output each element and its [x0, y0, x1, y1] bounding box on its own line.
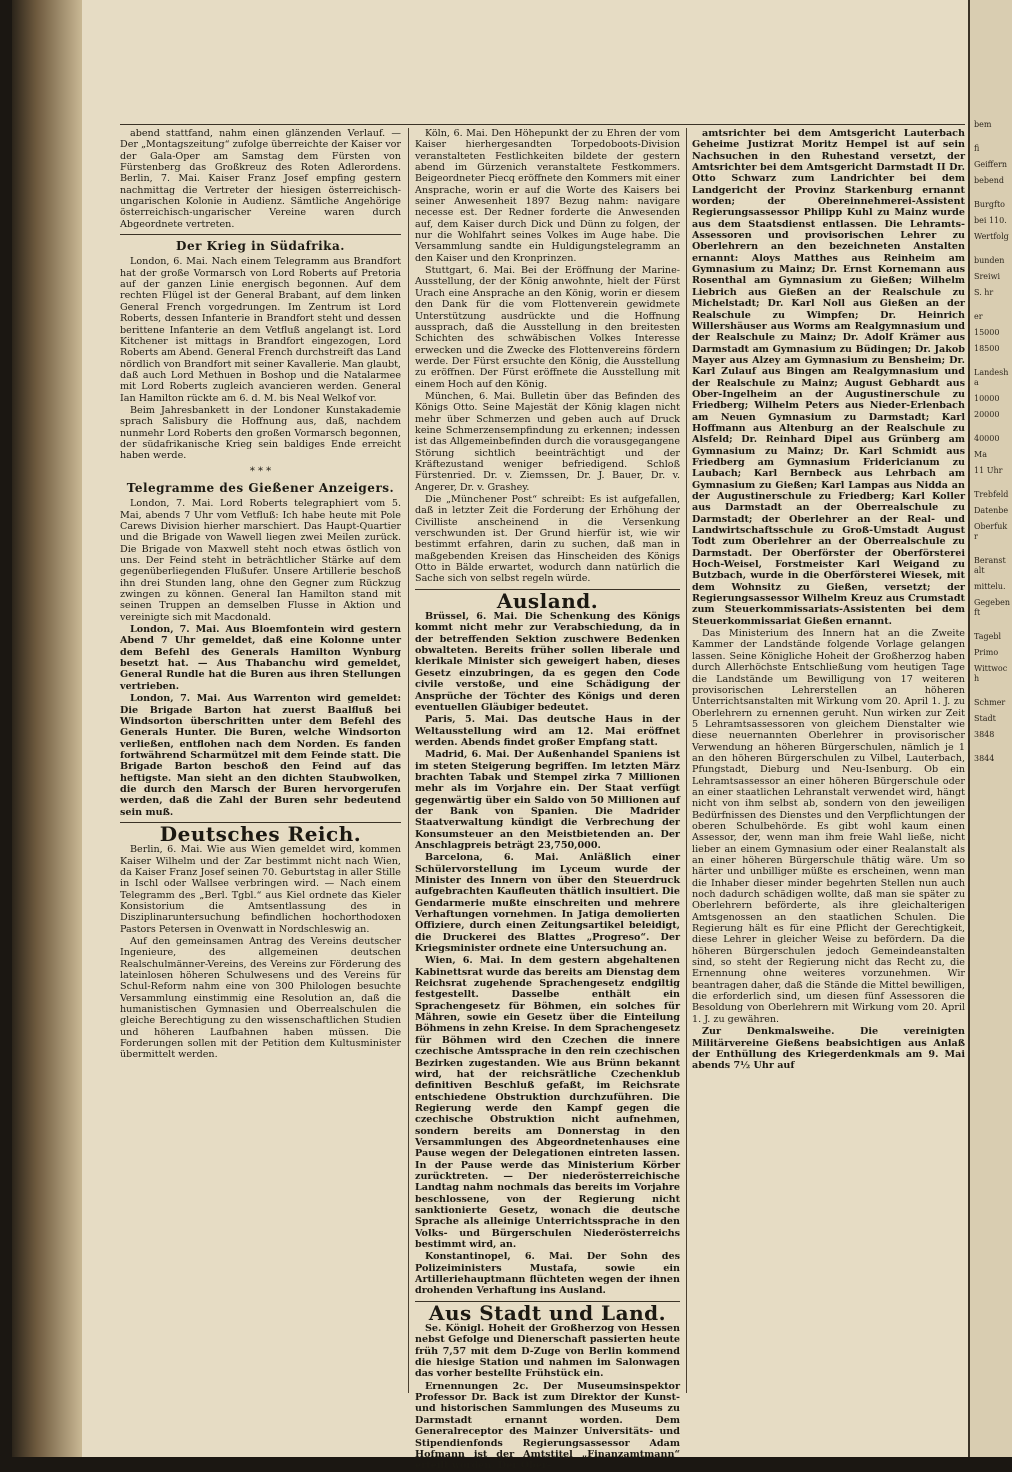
paris-paragraph: Paris, 5. Mai. Das deutsche Haus in der Weltausstellung wird am 12. Mai eröffnet werden. Abends findet großer Empfang statt. [415, 714, 680, 748]
edge-fragment: Beranstalt [974, 556, 1006, 575]
edge-fragment: er [974, 312, 983, 321]
edge-fragment: 18500 [974, 344, 1000, 353]
edge-fragment: bei 110. [974, 216, 1007, 225]
stuttgart-paragraph: Stuttgart, 6. Mai. Bei der Eröffnung der Marine-Ausstellung, der der König anwohnte, hielt der Fürst Urach eine Ansprache an den König, worin er diesem den Dank für die vom Flottenverein gewidmete Unterstützung ausdrückte und die Hoffnung aussprach, daß die Ausstellung in den breitesten Schichten des schwäbischen Volkes Interesse erwecken und die Zwecke des Flottenvereins fördern werde. Der Fürst ersuchte den König, die Ausstellung zu eröffnen. Der Fürst eröffnete die Ausstellung mit einem Hoch auf den König. [415, 265, 680, 390]
edge-fragment: Landesha [974, 368, 1009, 387]
column-divider-1 [408, 128, 409, 1393]
column-3 [692, 128, 965, 1398]
edge-fragment: Trebfeld [974, 490, 1009, 499]
stadt-heading: Aus Stadt und Land. [428, 1300, 667, 1325]
edge-fragment: Schmer [974, 698, 1006, 707]
ausland-heading: Ausland. [496, 588, 599, 613]
reich-paragraph-1: Berlin, 6. Mai. Wie aus Wien gemeldet wird, kommen Kaiser Wilhelm und der Zar bestimmt nicht nach Wien, da Kaiser Franz Josef seinen 70. Geburtstag in aller Stille in Ischl oder Wallsee verbringen wird. — Nach einem Telegramm des „Berl. Tgbl.“ aus Kiel ordnete das Kieler Konsistorium die Amtsentlassung des in Disziplinaruntersuchung befindlichen hochorthodoxen Pastors Petersen in Ovenwatt in Nordschleswig an. [120, 844, 401, 935]
adjacent-page-edge [968, 0, 1012, 1457]
edge-fragment: 15000 [974, 328, 1000, 337]
edge-fragment: bunden [974, 256, 1005, 265]
edge-fragment: fi [974, 144, 980, 153]
telegram-paragraph-2: London, 7. Mai. Aus Bloemfontein wird gestern Abend 7 Uhr gemeldet, daß eine Kolonne unter dem Befehl des Generals Hamilton Wynburg besetzt hat. — Aus Thabanchu wird gemeldet, General Rundle hat die Buren aus ihren Stellungen vertrieben. [120, 624, 401, 692]
column-divider-2 [686, 128, 687, 1393]
koeln-paragraph: Köln, 6. Mai. Den Höhepunkt der zu Ehren der vom Kaiser hierhergesandten Torpedoboots-Division veranstalteten Festlichkeiten bildete der gestern abend im Gürzenich veranstaltete Festkommers. Beigeordneter Piecq eröffnete den Kommers mit einer Ansprache, worin er auf die Worte des Kaisers bei seiner Anwesenheit 1897 Bezug nahm: navigare necesse est. Der Redner forderte die Anwesenden auf, dem Kaiser durch Dick und Dünn zu folgen, der nur die Wohlfahrt seines Volkes im Auge habe. Die Versammlung sandte ein Huldigungstelegramm an den Kaiser und den Kronprinzen. [415, 128, 680, 264]
denkmalsweihe-paragraph: Zur Denkmalsweihe. Die vereinigten Militärvereine Gießens beabsichtigen aus Anlaß der Enthüllung des Kriegerdenkmals am 9. Mai abends 7½ Uhr auf [692, 1026, 965, 1072]
edge-fragment: Oberfukr [974, 522, 1008, 541]
reich-heading: Deutsches Reich. [159, 821, 362, 846]
krieg-heading: Der Krieg in Südafrika. [176, 239, 345, 254]
edge-fragment: S. hr [974, 288, 994, 297]
edge-fragment: mittelu. [974, 582, 1006, 591]
krieg-paragraph-2: Beim Jahresbankett in der Londoner Kunstakademie sprach Salisbury die Hoffnung aus, daß, nachdem nunmehr Lord Roberts den großen Vormarsch begonnen, der südafrikanische Krieg sein baldiges Ende erreicht haben werde. [120, 404, 401, 462]
madrid-paragraph: Madrid, 6. Mai. Der Außenhandel Spaniens ist im steten Steigerung begriffen. Im letzten März brachten Tabak und Stempel zirka 7 Millionen mehr als im Vorjahre ein. Der Staat verfügt gegenwärtig über ein Saldo von 50 Millionen auf der Bank von Spanien. Die Madrider Staatverwaltung kündigt die Verbrechung der Konsumsteuer an den Meistbietenden an. Der Anschlagpreis beträgt 23,750,000. [415, 749, 680, 851]
edge-fragment: bem [974, 120, 992, 129]
edge-fragment: Gegebenft [974, 598, 1010, 617]
konstantinopel-paragraph: Konstantinopel, 6. Mai. Der Sohn des Polizeiministers Mustafa, sowie ein Artilleriehauptmann flüchteten wegen der ihnen drohenden Verhaftung ins Ausland. [415, 1251, 680, 1297]
reich-paragraph-2: Auf den gemeinsamen Antrag des Vereins deutscher Ingenieure, des allgemeinen deutschen Realschulmänner-Vereins, des Vereins zur Förderung des lateinlosen höheren Schulwesens und des Vereins für Schul-Reform nahm eine von 300 Philologen besuchte Versammlung einstimmig eine Resolution an, daß die humanistischen Gymnasien und Oberrealschulen die gleiche Berechtigung zu den wissenschaftlichen Studien und höheren Laufbahnen haben müssen. Die Forderungen sollen mit der Petition dem Kultusminister übermittelt werden. [120, 936, 401, 1061]
section-rule [120, 234, 401, 235]
edge-fragment: 10000 [974, 394, 1000, 403]
edge-fragment: Datenbe [974, 506, 1009, 515]
telegram-paragraph-1: London, 7. Mai. Lord Roberts telegraphiert vom 5. Mai, abends 7 Uhr vom Vetfluß: Ich habe heute mit Pole Carews Division hierher marschiert. Das Haupt-Quartier und die Brigade von Wawell liegen zwei Meilen zurück. Die Brigade von Maxwell steht noch etwas östlich von uns. Der Feind steht in beträchtlicher Stärke auf dem gegenüberliegenden Flußufer. Unsere Artillerie beschoß ihn drei Stunden lang, ohne den Gegner zum Rückzug zwingen zu können. General Ian Hamilton stand mit seinen Truppen an demselben Flusse in Aktion und vereinigte sich mit Macdonald. [120, 498, 401, 623]
edge-fragment: 3848 [974, 730, 995, 739]
muenchen-paragraph: München, 6. Mai. Bulletin über das Befinden des Königs Otto. Seine Majestät der König klagen nicht mehr über Schmerzen und geben auch auf Druck keine Schmerzensempfindung zu erkennen; indessen ist das Allgemeinbefinden durch die vorausgegangene Störung sichtlich beeinträchtigt und der Kräftezustand weniger befriedigend. Schloß Fürstenried. Dr. v. Ziemssen, Dr. J. Bauer, Dr. v. Angerer, Dr. v. Grashey. [415, 390, 680, 493]
stadt-paragraph-1: Se. Königl. Hoheit der Großherzog von Hessen nebst Gefolge und Dienerschaft passierten heute früh 7,57 mit dem D-Zuge von Berlin kommend die hiesige Station und nahmen im Salonwagen das vorher bestellte Frühstück ein. [415, 1323, 680, 1380]
edge-fragment: 11 Uhr [974, 466, 1003, 475]
edge-fragment: Stadt [974, 714, 996, 723]
appointments-paragraph: amtsrichter bei dem Amtsgericht Lauterbach Geheime Justizrat Moritz Hempel ist auf sein Nachsuchen in den Ruhestand versetzt, der Amtsrichter bei dem Amtsgericht Darmstadt II Dr. Otto Schwarz zum Landrichter bei dem Landgericht der Provinz Starkenburg ernannt worden; der Obereinnehmerei-Assistent Regierungsassessor Philipp Kuhl zu Mainz wurde aus dem Staatsdienst entlassen. Die Lehramts-Assessoren und provisorischen Lehrer zu Oberlehrern an den bezeichneten Anstalten ernannt: Aloys Matthes aus Reinheim am Gymnasium zu Mainz; Dr. Ernst Kornemann aus Rosenthal am Gymnasium zu Gießen; Wilhelm Liebrich aus Gießen an der Realschule zu Michelstadt; Dr. Karl Noll aus Gießen an der Realschule zu Wimpfen; Dr. Heinrich Willershäuser aus Worms am Realgymnasium und der Realschule zu Mainz; Dr. Adolf Krämer aus Darmstadt am Gymnasium zu Büdingen; Dr. Jakob Mayer aus Alzey am Gymnasium zu Bensheim; Dr. Karl Zulauf aus Bingen am Realgymnasium und der Realschule zu Mainz; August Gebhardt aus Ober-Ingelheim an der Augustinerschule zu Friedberg; Wilhelm Peters aus Nieder-Erlenbach am Neuen Gymnasium zu Darmstadt; Karl Hoffmann aus Altenburg an der Realschule zu Alsfeld; Dr. Reinhard Dipel aus Grünberg am Gymnasium zu Mainz; Dr. Karl Schmidt aus Friedberg am Gymnasium Fridericianum zu Laubach; Karl Bernbeck aus Lehrbach am Gymnasium zu Gießen; Karl Lampas aus Nidda an der Augustinerschule zu Friedberg; Karl Koller aus Darmstadt an der Oberrealschule zu Darmstadt; der Oberlehrer an der Real- und Landwirtschaftsschule zu Groß-Umstadt August Todt zum Oberlehrer an der Oberrealschule zu Darmstadt. Der Oberförster der Oberförsterei Hoch-Weisel, Forstmeister Karl Weigand zu Butzbach, wurde in die Oberförsterei Wiesek, mit dem Wohnsitz zu Gießen, versetzt; der Regierungsassessor Wilhelm Kreuz aus Crumstadt zum Steuerkommissariats-Assistenten bei dem Steuerkommissariat Gießen ernannt. [692, 128, 965, 627]
edge-fragment: 20000 [974, 410, 1000, 419]
wien-paragraph: Wien, 6. Mai. In dem gestern abgehaltenen Kabinettsrat wurde das bereits am Dienstag dem Reichsrat zugehende Sprachengesetz endgiltig festgestellt. Dasselbe enthält ein Sprachengesetz für Böhmen, ein solches für Mähren, sowie ein Gesetz über die Einteilung Böhmens in zehn Kreise. In dem Sprachengesetz für Böhmen wird den Czechen die innere czechische Amtssprache in den rein czechischen Bezirken zugestanden. Wie aus Brünn bekannt wird, hat der reichsrätliche Czechenklub definitiven Beschluß gefaßt, im Reichsrate entschiedene Obstruktion durchzuführen. Die Regierung werde den Kampf gegen die czechische Obstruktion nicht aufnehmen, sondern bereits am Donnerstag in den Versammlungen des Abgeordnetenhauses eine Pause wegen der Delegationen eintreten lassen. In der Pause werde das Ministerium Körber zurücktreten. — Der niederösterreichische Landtag nahm nochmals das bereits im Vorjahre beschlossene, von der Regierung nicht sanktionierte Gesetz, wonach die deutsche Sprache als alleinige Unterrichtssprache in den Volks- und Bürgerschulen Niederösterreichs bestimmt wird, an. [415, 955, 680, 1250]
edge-fragment: bebend [974, 176, 1004, 185]
column-2 [415, 128, 680, 1472]
telegram-paragraph-3: London, 7. Mai. Aus Warrenton wird gemeldet: Die Brigade Barton hat zuerst Baalfluß bei Windsorton überschritten unter dem Befehl des Generals Hunter. Die Buren, welche Windsorton verließen, entflohen nach dem Norden. Es fanden fortwährend Scharmützel mit dem Feinde statt. Die Brigade Barton beschoß den Feind auf das heftigste. Man sieht an den dichten Staubwolken, die durch den Marsch der Buren hervorgerufen werden, daß die Zahl der Buren sehr bedeutend sein muß. [120, 693, 401, 818]
bruessel-paragraph: Brüssel, 6. Mai. Die Schenkung des Königs kommt nicht mehr zur Verabschiedung, da in der betreffenden Sektion zuschwere Bedenken obwalteten. Bereits früher sollen liberale und klerikale Minister sich geweigert haben, dieses Gesetz einzubringen, da es gegen den Code civile verstoße, und eine Schädigung der Ansprüche der Töchter des Königs und deren eventuellen Gläubiger bedeutet. [415, 611, 680, 713]
book-gutter [12, 0, 82, 1457]
edge-fragment: Ma [974, 450, 987, 459]
edge-fragment: Wertfolg [974, 232, 1009, 241]
telegramme-heading: Telegramme des Gießener Anzeigers. [126, 480, 395, 495]
top-rule [120, 124, 965, 125]
edge-fragment: 3844 [974, 754, 995, 763]
edge-fragment: Burgfto [974, 200, 1005, 209]
krieg-paragraph-1: London, 6. Mai. Nach einem Telegramm aus Brandfort hat der große Vormarsch von Lord Roberts auf Pretoria auf der ganzen Linie energisch begonnen. Auf dem rechten Flügel ist der General Brabant, auf dem linken General French vorgedrungen. Im Zentrum ist Lord Roberts, dessen Infanterie in Brandfort steht und dessen berittene Infanterie an dem Vetfluß angelangt ist. Lord Kitchener ist mittags in Brandfort eingezogen, Lord Roberts am Abend. General French durchstreift das Land nördlich von Brandfort mit seiner Kavallerie. Man glaubt, daß auch Lord Methuen in Boshop und die Natalarmee mit Lord Roberts zugleich avancieren werden. General Ian Hamilton rückte am 6. d. M. bis Neal Welkof vor. [120, 256, 401, 404]
separator-stars: * * * [249, 465, 272, 477]
edge-fragment: 40000 [974, 434, 1000, 443]
newspaper-page [12, 0, 1012, 1472]
post-paragraph: Die „Münchener Post“ schreibt: Es ist aufgefallen, daß in letzter Zeit die Forderung der Erhöhung der Civilliste anscheinend in die Versenkung verschwunden ist. Der Grund hierfür ist, wie wir bestimmt erfahren, darin zu suchen, daß man in maßgebenden Kreisen das Hinscheiden des Königs Otto in Bälde erwartet, wodurch dann natürlich die Sache sich von selbst regeln würde. [415, 494, 680, 585]
barcelona-paragraph: Barcelona, 6. Mai. Anläßlich einer Schülervorstellung im Lyceum wurde der Minister des Innern von über den Steuerdruck aufgebrachten Kaufleuten thätlich insultiert. Die Gendarmerie mußte einschreiten und mehrere Verhaftungen vornehmen. In Jatiga demolierten Offiziere, durch einen Zeitungsartikel beleidigt, die Druckerei des Blattes „Progreso“. Der Kriegsminister ordnete eine Untersuchung an. [415, 852, 680, 955]
intro-paragraph: abend stattfand, nahm einen glänzenden Verlauf. — Der „Montagszeitung“ zufolge überreichte der Kaiser vor der Gala-Oper am Samstag dem Fürsten von Fürstenberg das Großkreuz des Roten Adlerordens. Berlin, 7. Mai. Kaiser Franz Josef empfing gestern nachmittag die Vertreter der hiesigen österreichisch-ungarischen Kolonie in Audienz. Sämtliche Angehörige österreichisch-ungarischer Vereine waren durch Abgeordnete vertreten. [120, 128, 401, 230]
edge-fragment: Wittwoch [974, 664, 1008, 683]
edge-fragment: Tagebl [974, 632, 1002, 641]
edge-fragment: Primo [974, 648, 999, 657]
stadt-paragraph-2: Ernennungen 2c. Der Museumsinspektor Professor Dr. Back ist zum Direktor der Kunst- und historischen Sammlungen des Museums zu Darmstadt ernannt worden. Dem Generalreceptor des Mainzer Universitäts- und Stipendienfonds Regierungsassessor Adam Hofmann ist der Amtstitel „Finanzamtmann“ erteilt worden. Der Ober- [415, 1380, 680, 1472]
edge-fragment: Sreiwi [974, 272, 1001, 281]
column-1 [120, 128, 401, 1398]
edge-fragment: Geiffern [974, 160, 1008, 169]
ministerium-paragraph: Das Ministerium des Innern hat an die Zweite Kammer der Landstände folgende Vorlage gelangen lassen. Seine Königliche Hoheit der Großherzog haben durch Allerhöchste Entschließung vom heutigen Tage die Landstände um Bewilligung von 17 weiteren provisorischen Lehrerstellen an höheren Unterrichtsanstalten mit Wirkung vom 20. April 1. J. zu Oberlehrern zu ernennen geruht. Nun wirken zur Zeit 5 Lehramtsassessoren von gleichem Dienstalter wie diese neuernannten Oberlehrer in provisorischer Verwendung an höheren Bürgerschulen, nämlich je 1 an den höheren Bürgerschulen zu Vilbel, Lauterbach, Pfungstadt, Dieburg und Neu-Isenburg. Ob ein Lehramtsassessor an einer höheren Bürgerschule oder an einer staatlichen Lehranstalt verwendet wird, hängt nicht von ihm selbst ab, sondern von den jeweiligen Bedürfnissen des Dienstes und den Verpflichtungen der oberen Schulbehörde. Es gibt wohl kaum einen Assessor, der, wenn man ihm freie Wahl ließe, nicht lieber an einem Gymnasium oder einer Realanstalt als an einer höheren Bürgerschule thätig wäre. Um so härter und unbilliger müßte es erscheinen, wenn man die Inhaber dieser minder begehrten Stellen nun auch noch dadurch schädigen wollte, daß man sie später zu Oberlehrern beförderte, als ihre gleichalterigen Amtsgenossen an den staatlichen Schulen. Die Regierung hält es für eine Pflicht der Gerechtigkeit, diese Lehrer in gleicher Weise zu befördern. Da die höheren Bürgerschulen jedoch Gemeindeanstalten sind, so steht der Regierung nicht das Recht zu, die Ernennung ohne weiteres vorzunehmen. Wir beantragen daher, daß die Stände die Mittel bewilligen, die erforderlich sind, um diesen fünf Assessoren die Besoldung von Oberlehrern mit Wirkung vom 20. April 1. J. zu gewähren. [692, 628, 965, 1025]
